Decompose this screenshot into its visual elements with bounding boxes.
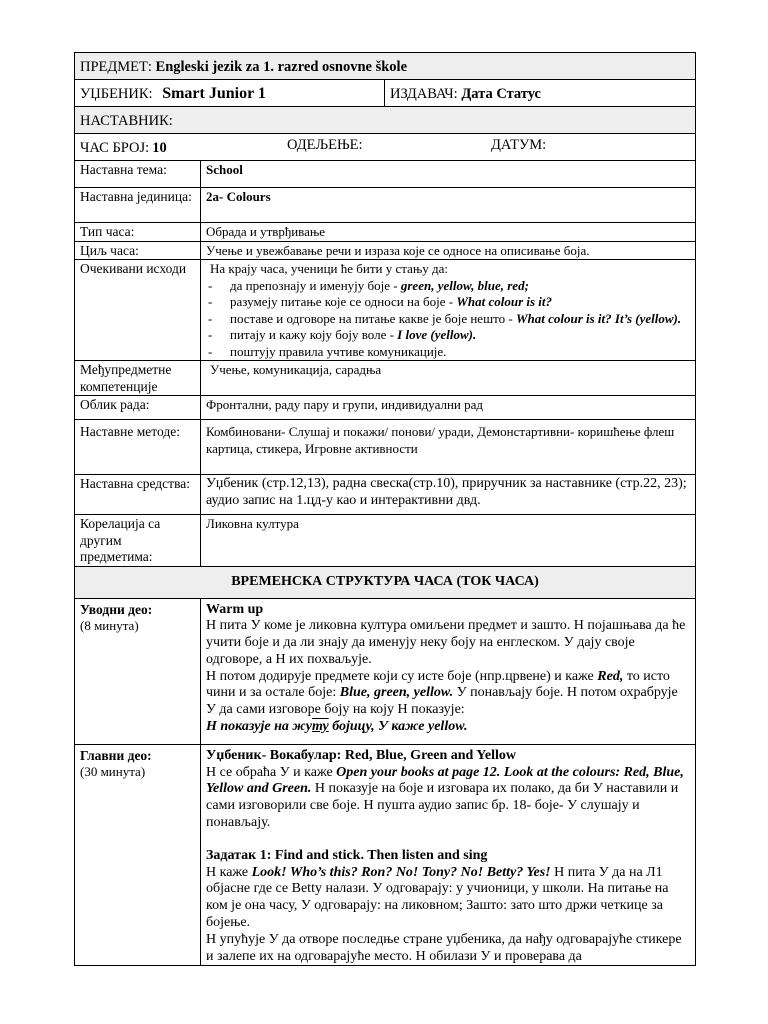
correlation-label: Корелација са другим предметима: (75, 515, 201, 567)
outcome-text: разумеју питање које се односи на боје - (230, 294, 457, 309)
outcome-item (206, 294, 690, 311)
outcomes-intro: На крају часа, ученици ће бити у стању да: (210, 261, 449, 276)
intro-paragraph-1: Н пита У коме је ликовна култура омиљени предмет и зашто. Н појашњава да ће учити боје и да ли знају да именују неку боју на енглеском. У дају своје одговоре, а Н их похваљује. (206, 618, 686, 667)
unit-value: 2a- Colours (201, 188, 696, 223)
outcome-emphasis: green, yellow, blue, red; (400, 277, 529, 293)
competences-label: Међупредметне компетенције (75, 361, 201, 396)
intro-emphasis: Н показује на жу (206, 719, 312, 735)
topic-value: School (201, 161, 696, 188)
task-paragraph-2: Н упућује У да отворе последње стране уџбеника, да нађу одговарајуће стикере и залепе их на одговарајуће место. Н обилази У и проверава да (206, 931, 682, 964)
intro-text: Н потом додирује предмете који су исте боје (нпр.црвене) и каже (206, 668, 598, 684)
means-value: Уџбеник (стр.12,13), радна свеска(стр.10), приручник за наставнике (стр.22, 23); аудио запис на 1.цд-у као и интерактивни двд. (201, 475, 696, 515)
main-text: Н показује на боје и изговара их полако, да би У наставили и сами изговорили све боје. Н пушта аудио запис бр. 18- боје- У слушају и понављају. (206, 781, 679, 831)
topic-label: Наставна тема: (75, 161, 201, 188)
lesson-info-row (75, 134, 696, 161)
outcome-item (206, 327, 690, 344)
task-text: Н пита У да на Л1 објасне где се Betty налази. У одговарају: у учионици, у школи. На питање на ком је она часу, У одговарају: на ликовном; Зашто: зато што држи четкице за бојење. (206, 864, 669, 931)
goal-row (75, 241, 696, 260)
correlation-row (75, 515, 696, 567)
task-heading: Задатак 1: Find and stick. Then listen and sing (206, 847, 488, 863)
means-row (75, 475, 696, 515)
form-value: Фронтални, раду пару и групи, индивидуални рад (201, 396, 696, 420)
spacer (206, 832, 690, 848)
form-label: Облик рада: (75, 396, 201, 420)
task-text: Н каже (206, 864, 252, 880)
teacher-row (75, 107, 696, 134)
methods-value: Комбиновани- Слушај и покажи/ понови/ уради, Демонстартивни- коришћење флеш картица, стикера, Игровне активности (201, 420, 696, 475)
intro-heading: Warm up (206, 601, 264, 617)
intro-text: то исто чини и за остале боје: (206, 668, 670, 701)
outcome-emphasis: What colour is it? (456, 294, 553, 309)
outcome-text: поштују правила учтиве комуникације. (230, 343, 447, 359)
unit-row (75, 188, 696, 223)
intro-time: (8 минута) (80, 618, 139, 633)
structure-title-row (75, 566, 696, 598)
main-emphasis: Open your books at page 12. Look at the colours: Red, Blue, Yellow and Green. (206, 764, 684, 797)
subject-value: Engleski jezik za 1. razred osnovne škole (155, 58, 408, 75)
outcome-item (206, 278, 690, 295)
main-heading: Уџбеник- Вокабулар: Red, Blue, Green and Yellow (206, 747, 516, 763)
date-label: ДАТУМ: (491, 137, 547, 153)
outcome-item (206, 344, 690, 361)
intro-emphasis: бојицу, У каже yellow. (328, 719, 468, 735)
main-time: (30 минута) (80, 764, 146, 780)
publisher-value: Дата Статус (461, 85, 541, 102)
task-emphasis: Look! Who’s this? Ron? No! Tony? No! Betty? Yes! (251, 864, 551, 880)
lesson-number-label: ЧАС БРОЈ: (80, 139, 150, 156)
competences-value: Учење, комуникација, сарадња (201, 361, 696, 396)
intro-emphasis: Blue, green, yellow. (339, 685, 454, 701)
topic-row (75, 161, 696, 188)
subject-label: ПРЕДМЕТ: (80, 58, 152, 75)
outcome-text: да препознају и именују боје - (230, 277, 401, 293)
intro-text: У понављају боје. Н потом охрабрује У да сами изговоре боју на коју Н показује: (206, 685, 678, 718)
outcomes-row (75, 260, 696, 361)
intro-paragraph-2 (206, 669, 690, 719)
intro-section-row (75, 598, 696, 744)
intro-label: Уводни део: (80, 601, 153, 617)
lesson-number-value: 10 (152, 139, 167, 156)
intro-emphasis: ту (311, 719, 329, 735)
goal-label: Циљ часа: (75, 241, 201, 260)
main-section-row (75, 744, 696, 966)
type-row (75, 223, 696, 242)
task-paragraph-1 (206, 865, 690, 932)
means-label: Наставна средства: (75, 475, 201, 515)
main-label: Главни део: (80, 747, 152, 763)
outcomes-label: Очекивани исходи (75, 260, 201, 361)
main-text: Н се обраћа У и каже (206, 764, 337, 780)
type-label: Тип часа: (75, 223, 201, 242)
textbook-label: УЏБЕНИК: (80, 85, 153, 102)
competences-row (75, 361, 696, 396)
structure-title: ВРЕМЕНСКА СТРУКТУРА ЧАСА (ТОК ЧАСА) (75, 566, 696, 598)
form-row (75, 396, 696, 420)
outcome-emphasis: I love (yellow). (397, 327, 477, 342)
lesson-plan (74, 52, 695, 966)
correlation-value: Ликовна култура (201, 515, 696, 567)
type-value: Обрада и утврђивање (201, 223, 696, 242)
outcome-text: поставе и одговоре на питање какве је боје нешто - (230, 310, 516, 326)
intro-paragraph-3 (206, 719, 690, 736)
unit-label: Наставна јединица: (75, 188, 201, 223)
main-paragraph-1 (206, 765, 690, 832)
class-label: ОДЕЉЕЊЕ: (287, 137, 363, 153)
goal-value: Учење и увежбавање речи и израза које се односе на описивање боја. (201, 241, 696, 260)
subject-row (75, 53, 696, 80)
textbook-value: Smart Junior 1 (162, 84, 266, 102)
publisher-label: ИЗДАВАЧ: (390, 85, 458, 102)
outcome-text: питају и кажу коју боју воле - (230, 327, 398, 342)
lesson-plan-table (74, 52, 696, 966)
outcome-item (206, 311, 690, 328)
teacher-label: НАСТАВНИК: (80, 112, 173, 129)
textbook-row (75, 80, 696, 107)
methods-row (75, 420, 696, 475)
intro-emphasis: Red, (597, 668, 624, 684)
outcome-emphasis: What colour is it? It’s (yellow). (515, 310, 682, 326)
outcomes-list (206, 278, 690, 361)
methods-label: Наставне методе: (75, 420, 201, 475)
